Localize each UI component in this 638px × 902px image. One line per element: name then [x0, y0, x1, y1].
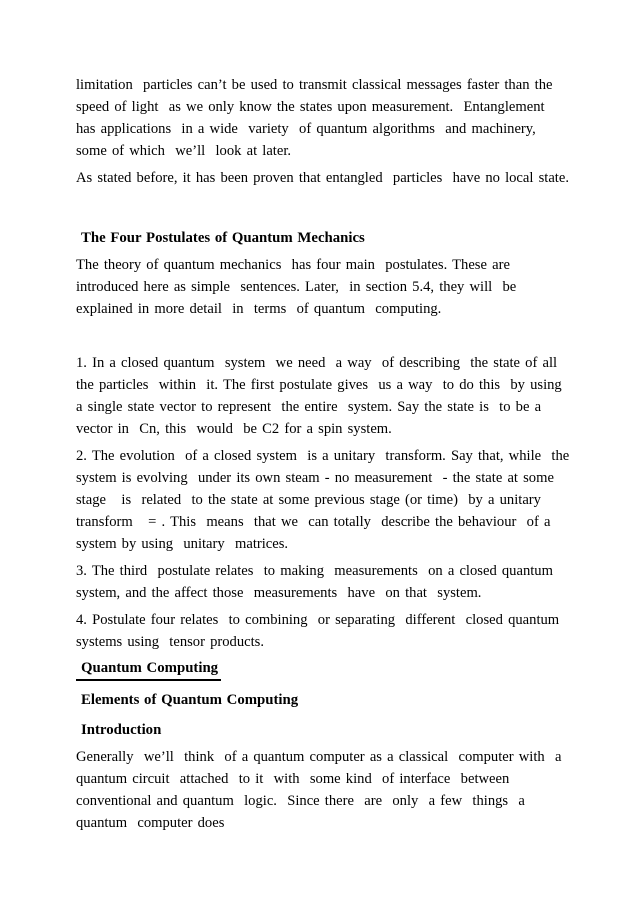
paragraph-generally-quantum-computer: Generally we’ll think of a quantum computer as a classical computer with a quantum circuit attached to it with some kind of interface between conventional and quantum logic. Since there are only a few things a quantum computer does: [76, 749, 567, 831]
paragraph-postulate-4: 4. Postulate four relates to combining or separating different closed quantum systems using tensor products.: [76, 612, 565, 650]
paragraph-no-local-state: As stated before, it has been proven that entangled particles have no local state.: [76, 170, 569, 186]
heading-quantum-computing-row: [76, 653, 573, 681]
paragraph-postulate-3: 3. The third postulate relates to making measurements on a closed quantum system, and the affect those measurements have on that system.: [76, 563, 559, 601]
paragraph-postulate-1: 1. In a closed quantum system we need a way of describing the state of all the particles within it. The first postulate gives us a way to do this by using a single state vector to represent the entire system. Say the state is to be a vector in Cn, this would be C2 for a spin system.: [76, 355, 573, 437]
heading-four-postulates: The Four Postulates of Quantum Mechanics: [81, 230, 365, 246]
heading-elements-of-quantum-computing: Elements of Quantum Computing: [81, 692, 299, 708]
paragraph-entanglement-limitation: limitation particles can’t be used to transmit classical messages faster than the speed of light as we only know the states upon measurement. Entanglement has applications in a wide variety of quantum algorithms and machinery, some of which we’ll look at later.: [76, 77, 558, 159]
paragraph-postulate-2: 2. The evolution of a closed system is a unitary transform. Say that, while the system is evolving under its own steam - no measurement - the state at some stage is related to the state at some previous stage (or time) by a unitary transform = . This means that we can totally describe the behaviour of a system by using unitary matrices.: [76, 448, 575, 552]
heading-quantum-computing: Quantum Computing: [76, 657, 221, 681]
heading-introduction: Introduction: [81, 722, 162, 738]
paragraph-theory-overview: The theory of quantum mechanics has four main postulates. These are introduced here as simple sentences. Later, in section 5.4, they will be explained in more detail in terms of quantum computing.: [76, 257, 522, 317]
